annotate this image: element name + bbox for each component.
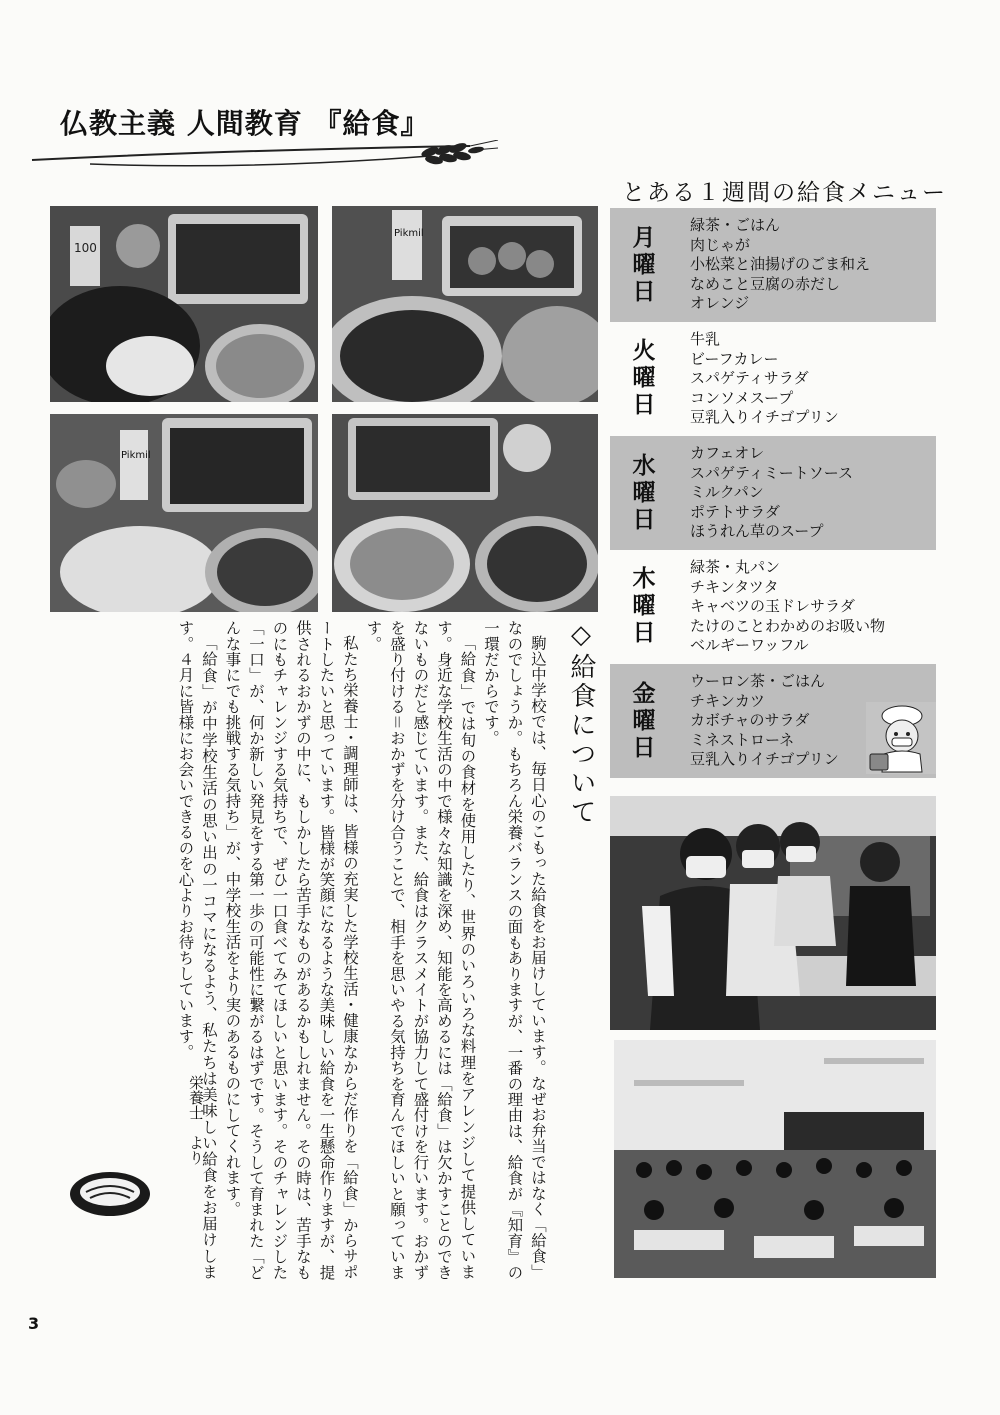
lunch-photo-1 (50, 206, 318, 402)
milk-label: 100 (74, 241, 97, 255)
menu-item: ポテトサラダ (690, 502, 780, 521)
lunch-photo-2 (332, 206, 598, 402)
article-heading: ◇給食について (566, 620, 596, 827)
classroom-lunch-photo (614, 1040, 936, 1278)
day-label: 金 曜 日 (632, 680, 656, 761)
menu-day-monday (610, 208, 936, 322)
menu-item: オレンジ (690, 294, 750, 313)
lunch-photo-4 (332, 414, 598, 612)
menu-heading: とある１週間の給食メニュー (622, 180, 947, 206)
menu-day-thursday (610, 550, 936, 662)
lunch-photo-3 (50, 414, 318, 612)
menu-item: チキンカツ (690, 691, 765, 710)
menu-item: ウーロン茶・ごはん (690, 672, 826, 690)
menu-day-wednesday (610, 436, 936, 550)
menu-item: ほうれん草のスープ (690, 522, 824, 541)
menu-item: 小松菜と油揚げのごま和え (690, 255, 871, 274)
menu-item: 肉じゃが (690, 235, 751, 254)
chef-mascot-icon (866, 702, 936, 774)
drink-label: Pikmil (394, 228, 424, 239)
wheat-ornament-icon (30, 140, 500, 180)
menu-item: スパゲティミートソース (690, 463, 854, 482)
day-label: 月 曜 日 (632, 224, 656, 305)
serving-students-photo (610, 796, 936, 1030)
menu-item: 豆乳入りイチゴプリン (690, 408, 839, 427)
menu-day-tuesday (610, 322, 936, 434)
menu-item: ベルギーワッフル (690, 636, 809, 655)
menu-item: ビーフカレー (690, 349, 779, 368)
menu-item: 牛乳 (690, 330, 721, 348)
menu-item: ミルクパン (690, 483, 764, 502)
article-paragraph: 「給食」が中学校生活の思い出の一コマになるよう、私たちは美味しい給食をお届けします。４月に皆様にお会いできるのを心よりお待ちしています。 (176, 620, 218, 1280)
menu-item: チキンタツタ (690, 577, 779, 596)
day-label: 火 曜 日 (632, 337, 656, 418)
menu-item: カフェオレ (690, 444, 765, 462)
menu-item: 緑茶・丸パン (690, 558, 781, 576)
menu-item: なめこと豆腐の赤だし (690, 274, 841, 293)
day-label: 水 曜 日 (632, 452, 656, 533)
page-number: 3 (28, 1314, 40, 1333)
article-paragraph: 「給食」では旬の食材を使用したり、世界のいろいろな料理をアレンジして提供しています。身近な学校生活の中で様々な知識を深め、知能を高めるには「給食」は欠かすことのできないものだと感じています。また、給食はクラスメイトが協力して盛付けを行います。おかずを盛り付ける＝おかずを分け合うことで、相手を思いやる気持ちを育んでほしいと願っています。 (364, 620, 477, 1280)
page-title: 仏教主義 人間教育 『給食』 (60, 107, 430, 140)
day-label: 木 曜 日 (632, 565, 656, 646)
article-body (173, 620, 549, 1280)
article-paragraph: 私たち栄養士・調理師は、皆様の充実した学校生活・健康なからだ作りを「給食」からサポートしたいと思っています。皆様が笑顔になるような美味しい給食を一生懸命作りますが、提供されるおかずの中に、もしかしたら苦手なものがあるかもしれません。その時は、苦手なものにもチャレンジする気持ちで、ぜひ一口食べてみてほしいと思います。そのチャレンジした「一口」が、何か新しい発見をする第一歩の可能性に繋がるはずです。そうして育まれた「どんな事にでも挑戦する気持ち」が、中学校生活をより実のあるものにしてくれます。 (223, 620, 359, 1280)
menu-item: 緑茶・ごはん (690, 216, 781, 234)
article-paragraph: 駒込中学校では、毎日心のこもった給食をお届けしています。なぜお弁当ではなく「給食」なのでしょうか。もちろん栄養バランスの面もありますが、一番の理由は、給食が『知育』の一環だからです。 (482, 620, 547, 1280)
menu-item: キャベツの玉ドレサラダ (690, 597, 855, 616)
menu-item: スパゲティサラダ (690, 369, 809, 388)
menu-item: 豆乳入りイチゴプリン (690, 750, 839, 769)
menu-item: ミネストローネ (690, 730, 795, 749)
drink-label: Pikmil (121, 450, 151, 461)
menu-item: たけのことわかめのお吸い物 (690, 616, 886, 635)
menu-item: カボチャのサラダ (690, 711, 810, 730)
menu-item: コンソメスープ (690, 388, 794, 407)
article-byline: 栄養士 より (187, 1075, 205, 1165)
bread-illustration-icon (66, 1162, 156, 1224)
